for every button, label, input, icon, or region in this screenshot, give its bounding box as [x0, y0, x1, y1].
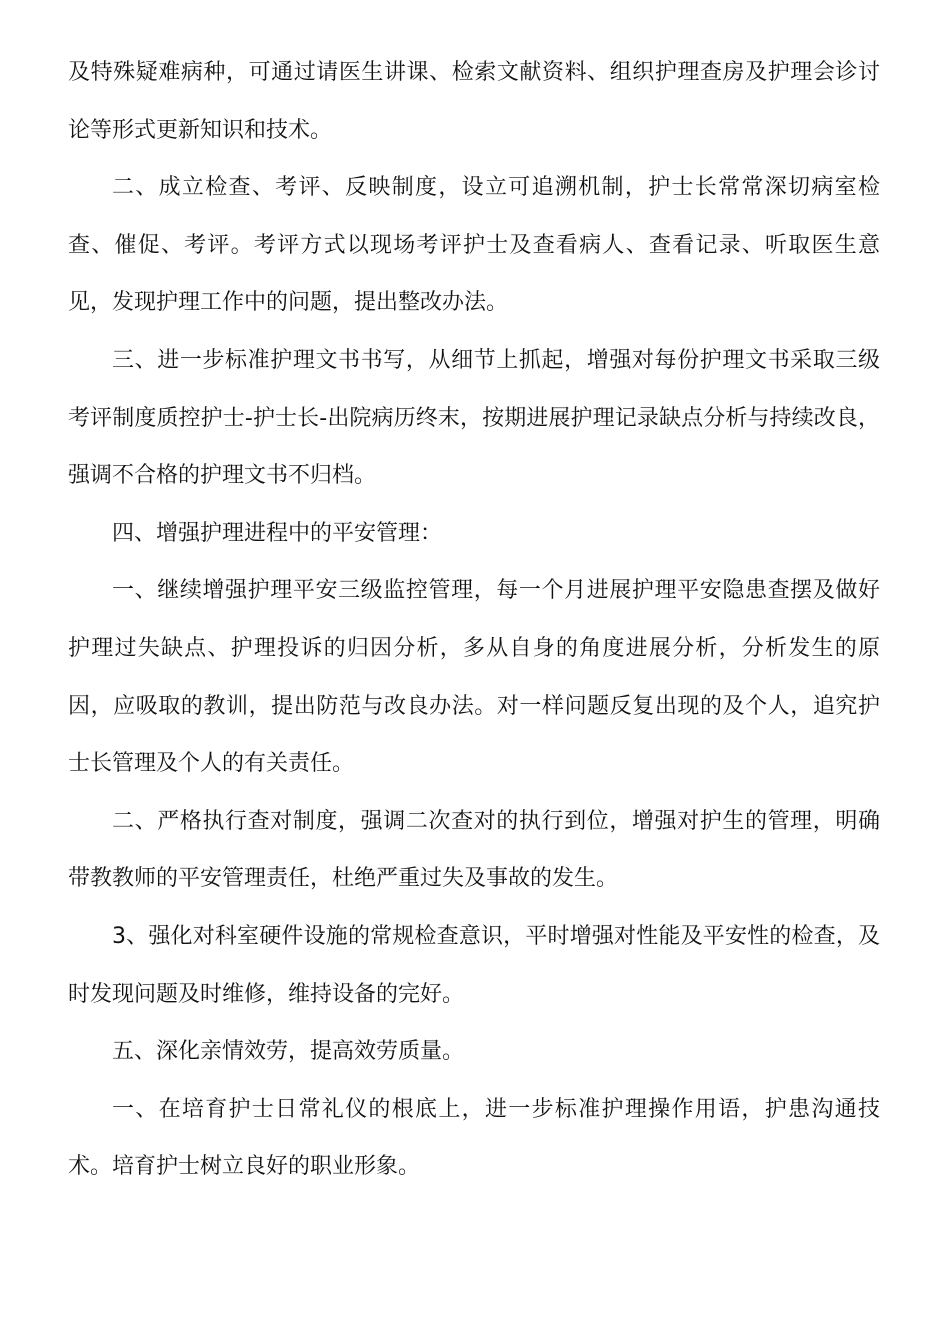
paragraph-section-4-heading: 四、增强护理进程中的平安管理： — [112, 520, 443, 546]
paragraph-section-2: 二、成立检查、考评、反映制度，设立可追溯机制，护士长常常深切病室检查、催促、考评。考评方式以现场考评护士及查看病人、查看记录、听取医生意见，发现护理工作中的问题，提出整改办法。 — [68, 175, 880, 316]
paragraph-section-4-item-2: 二、严格执行查对制度，强调二次查对的执行到位，增强对护生的管理，明确带教教师的平安管理责任，杜绝严重过失及事故的发生。 — [68, 808, 880, 892]
paragraph-continuation: 及特殊疑难病种，可通过请医生讲课、检索文献资料、组织护理查房及护理会诊讨论等形式更新知识和技术。 — [68, 60, 880, 143]
paragraph-section-5-item-1: 一、在培育护士日常礼仪的根底上，进一步标准护理操作用语，护患沟通技术。培育护士树立良好的职业形象。 — [68, 1096, 880, 1180]
paragraph-section-3: 三、进一步标准护理文书书写，从细节上抓起，增强对每份护理文书采取三级考评制度质控护士-护士长-出院病历终末，按期进展护理记录缺点分析与持续改良，强调不合格的护理文书不归档。 — [68, 347, 880, 489]
paragraph-section-4-item-1: 一、继续增强护理平安三级监控管理，每一个月进展护理平安隐患查摆及做好护理过失缺点、护理投诉的归因分析，多从自身的角度进展分析，分析发生的原因，应吸取的教训，提出防范与改良办法。对一样问题反复出现的及个人，追究护士长管理及个人的有关责任。 — [68, 578, 880, 777]
paragraph-section-5-heading: 五、深化亲情效劳，提高效劳质量。 — [112, 1039, 465, 1065]
paragraph-section-4-item-3: 3、强化对科室硬件设施的常规检查意识，平时增强对性能及平安性的检查，及时发现问题及时维修，维持设备的完好。 — [68, 923, 880, 1007]
document-body — [68, 44, 880, 1196]
